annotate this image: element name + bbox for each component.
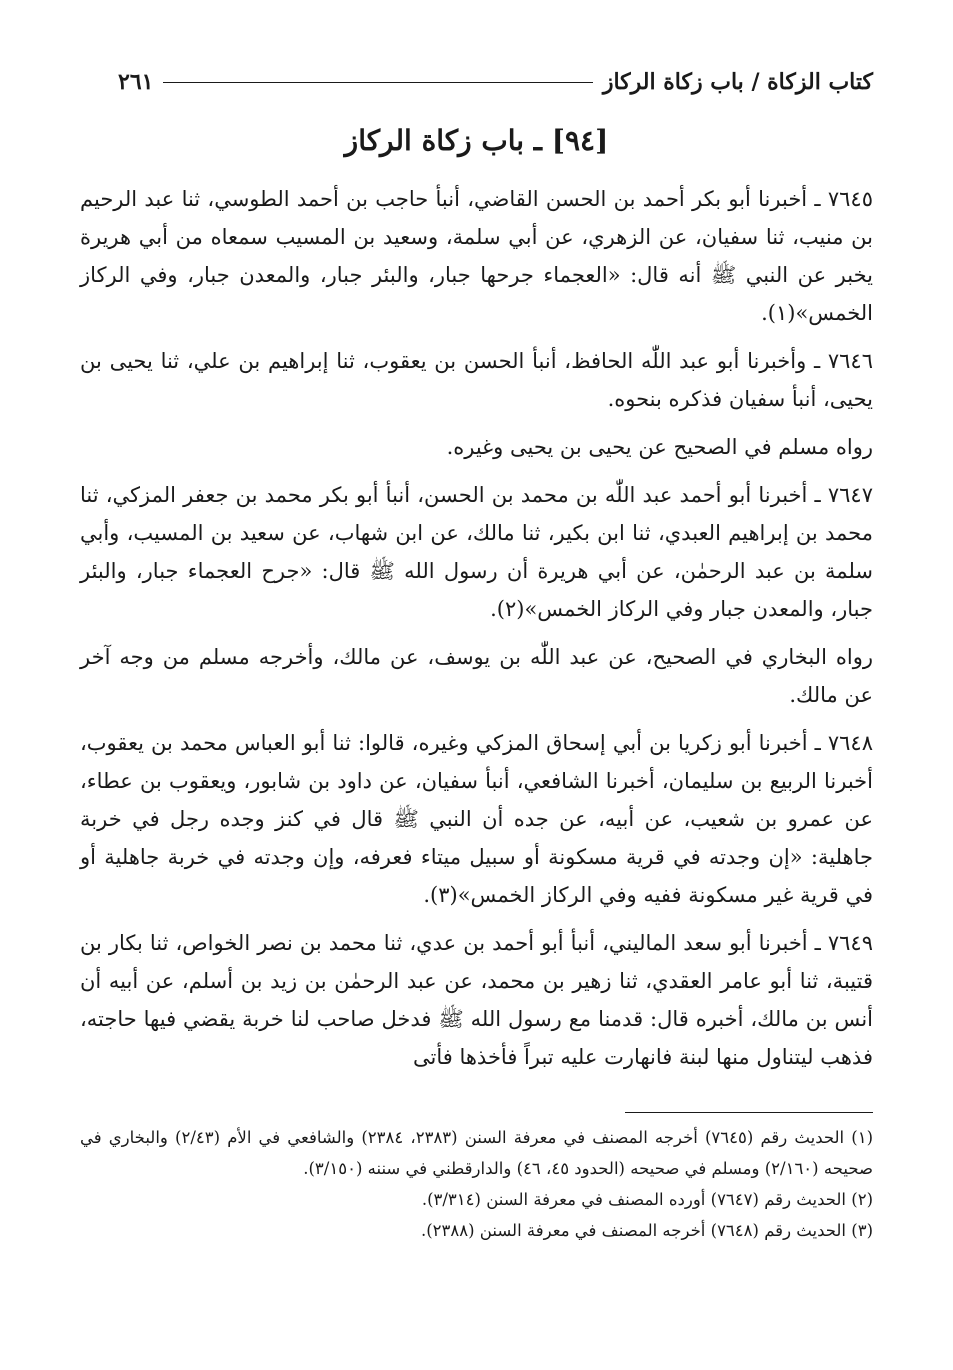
hadith-7649: ٧٦٤٩ ـ أخبرنا أبو سعد الماليني، أنبأ أبو أحمد بن عدي، ثنا محمد بن نصر الخواص، ثنا بكار بن قتيبة، ثنا أبو عامر العقدي، ثنا زهير بن محمد، عن عبد الرحمٰن بن زيد بن أسلم، عن أبيه أن أنس بن مالك، أخبره قال: قدمنا مع رسول الله ﷺ فدخل صاحب لنا خربة يقضي فيها حاجته، فذهب ليتناول منها لبنة فانهارت عليه تبراً فأخذها فأتى bbox=[80, 931, 873, 1069]
page-number: ٢٦١ bbox=[118, 69, 154, 95]
hadith-7646: ٧٦٤٦ ـ وأخبرنا أبو عبد اللّٰه الحافظ، أنبأ الحسن بن يعقوب، ثنا إبراهيم بن علي، ثنا يحيى بن يحيى، أنبأ سفيان فذكره بنحوه. bbox=[80, 349, 873, 411]
hadith-7648: ٧٦٤٨ ـ أخبرنا أبو زكريا بن أبي إسحاق المزكي وغيره، قالوا: ثنا أبو العباس محمد بن يعقوب، أخبرنا الربيع بن سليمان، أخبرنا الشافعي، أنبأ سفيان، عن داود بن شابور، ويعقوب بن عطاء، عن عمرو بن شعيب، عن أبيه، عن جده أن النبي ﷺ قال في كنز وجده رجل في خربة جاهلية: «إن وجدته في قرية مسكونة أو سبيل ميتاء فعرفه، وإن وجدته في خربة جاهلية أو في قرية غير مسكونة ففيه وفي الركاز الخمس»(٣). bbox=[80, 731, 873, 907]
narration-note: رواه البخاري في الصحيح، عن عبد اللّٰه بن يوسف، عن مالك، وأخرجه مسلم من وجه آخر عن مالك. bbox=[80, 645, 873, 707]
hadith-7647: ٧٦٤٧ ـ أخبرنا أبو أحمد عبد اللّٰه بن محمد بن الحسن، أنبأ أبو بكر محمد بن جعفر المزكي، ثنا محمد بن إبراهيم العبدي، ثنا ابن بكير، ثنا مالك، عن ابن شهاب، عن سعيد بن المسيب، وأبي سلمة بن عبد الرحمٰن، عن أبي هريرة أن رسول الله ﷺ قال: «جرح العجماء جبار، والبئر جبار، والمعدن جبار وفي الركاز الخمس»(٢). bbox=[80, 483, 873, 621]
footnote-3: (٣) الحديث رقم (٧٦٤٨) أخرجه المصنف في معرفة السنن (٢٣٨٨). bbox=[420, 1221, 873, 1240]
running-header bbox=[118, 62, 873, 102]
footnotes bbox=[80, 1122, 873, 1246]
footnote-divider bbox=[625, 1112, 873, 1113]
footnote-2: (٢) الحديث رقم (٧٦٤٧) أورده المصنف في معرفة السنن (٣/٣١٤). bbox=[421, 1190, 873, 1209]
running-header-title: كتاب الزكاة / باب زكاة الركاز bbox=[602, 69, 873, 95]
main-text bbox=[80, 180, 873, 1086]
footnote-1: (١) الحديث رقم (٧٦٤٥) أخرجه المصنف في معرفة السنن (٢٣٨٣، ٢٣٨٤) والشافعي في الأم (٢/٤٣) والبخاري في صحيحه (٢/١٦٠) ومسلم في صحيحه (الحدود ٤٥، ٤٦) والدارقطني في سننه (٣/١٥٠). bbox=[80, 1128, 874, 1178]
narration-note: رواه مسلم في الصحيح عن يحيى بن يحيى وغيره. bbox=[446, 435, 873, 459]
header-rule bbox=[163, 82, 592, 83]
hadith-7645: ٧٦٤٥ ـ أخبرنا أبو بكر أحمد بن الحسن القاضي، أنبأ حاجب بن أحمد الطوسي، ثنا عبد الرحيم بن منيب، ثنا سفيان، عن الزهري، عن أبي سلمة، وسعيد بن المسيب سمعاه من أبي هريرة يخبر عن النبي ﷺ أنه قال: «العجماء جرحها جبار، والبئر جبار، والمعدن جبار، وفي الركاز الخمس»(١). bbox=[80, 187, 873, 325]
chapter-title: [٩٤] ـ باب زكاة الركاز bbox=[344, 124, 609, 157]
